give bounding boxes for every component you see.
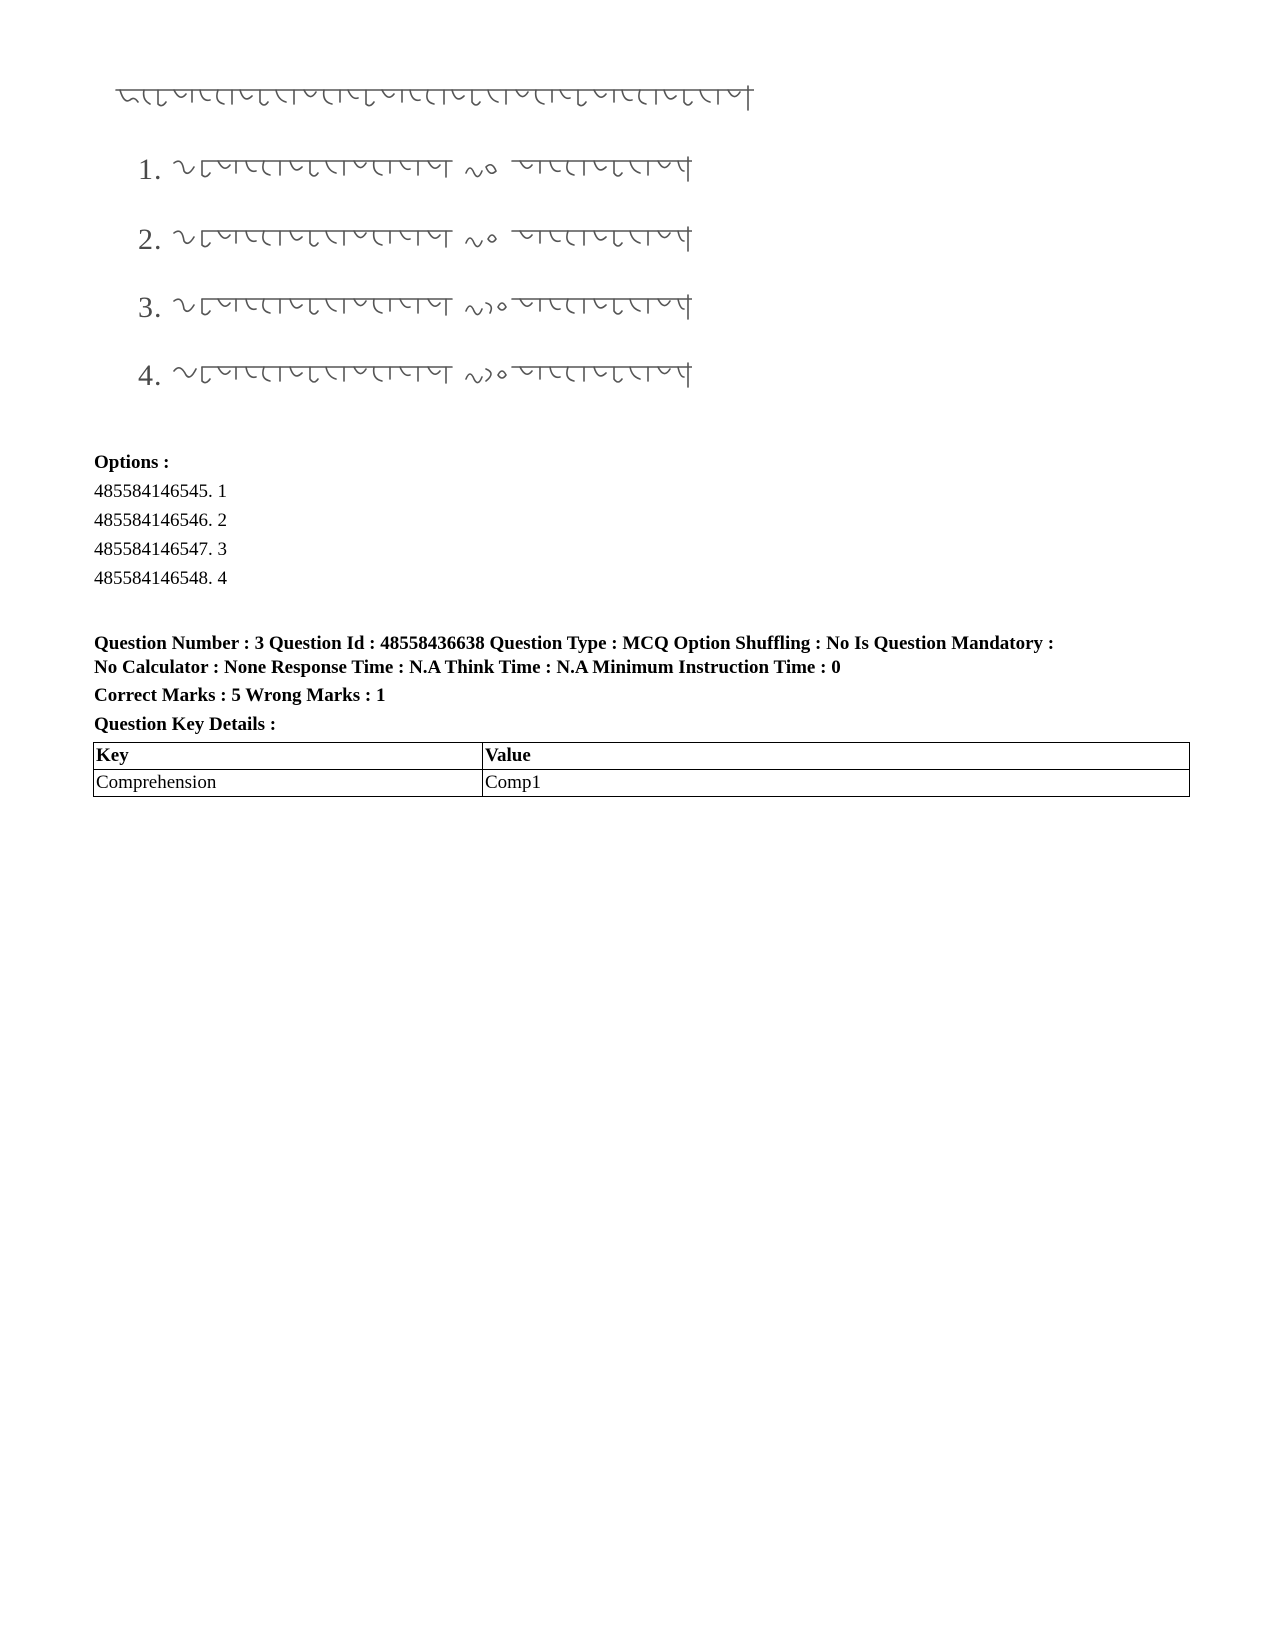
- column-header-value: Value: [483, 743, 1190, 770]
- options-block: [94, 448, 227, 593]
- key-cell: Comprehension: [94, 770, 483, 797]
- option-item: 485584146545. 1: [94, 481, 227, 502]
- choice-script: [172, 151, 692, 190]
- table-row: [94, 770, 1190, 797]
- table-header-row: [94, 743, 1190, 770]
- question-image: [108, 80, 768, 425]
- question-meta: [94, 632, 1194, 680]
- choice-script: [172, 221, 692, 260]
- option-item: 485584146546. 2: [94, 510, 227, 531]
- choice-number: 2.: [138, 223, 163, 256]
- choice-row-2: [138, 220, 692, 260]
- key-details-table: [93, 742, 1190, 797]
- key-details-title: Question Key Details :: [94, 714, 277, 735]
- option-item: 485584146547. 3: [94, 539, 227, 560]
- question-meta-line: Question Number : 3 Question Id : 48558436638 Question Type : MCQ Option Shuffling : No Is Question Mandatory :: [94, 633, 1055, 654]
- option-item: 485584146548. 4: [94, 568, 227, 589]
- choice-number: 4.: [138, 359, 163, 392]
- choice-script: [172, 289, 692, 328]
- column-header-key: Key: [94, 743, 483, 770]
- options-title: Options :: [94, 452, 170, 473]
- choice-number: 3.: [138, 291, 163, 324]
- choice-number: 1.: [138, 153, 163, 186]
- question-meta-line: No Calculator : None Response Time : N.A Think Time : N.A Minimum Instruction Time : 0: [94, 657, 841, 678]
- marks-line: Correct Marks : 5 Wrong Marks : 1: [94, 685, 386, 706]
- choice-row-1: [138, 150, 692, 190]
- choice-row-4: [138, 356, 692, 396]
- choice-row-3: [138, 288, 692, 328]
- value-cell: Comp1: [483, 770, 1190, 797]
- question-stem-script: [114, 82, 754, 114]
- choice-script: [172, 357, 692, 396]
